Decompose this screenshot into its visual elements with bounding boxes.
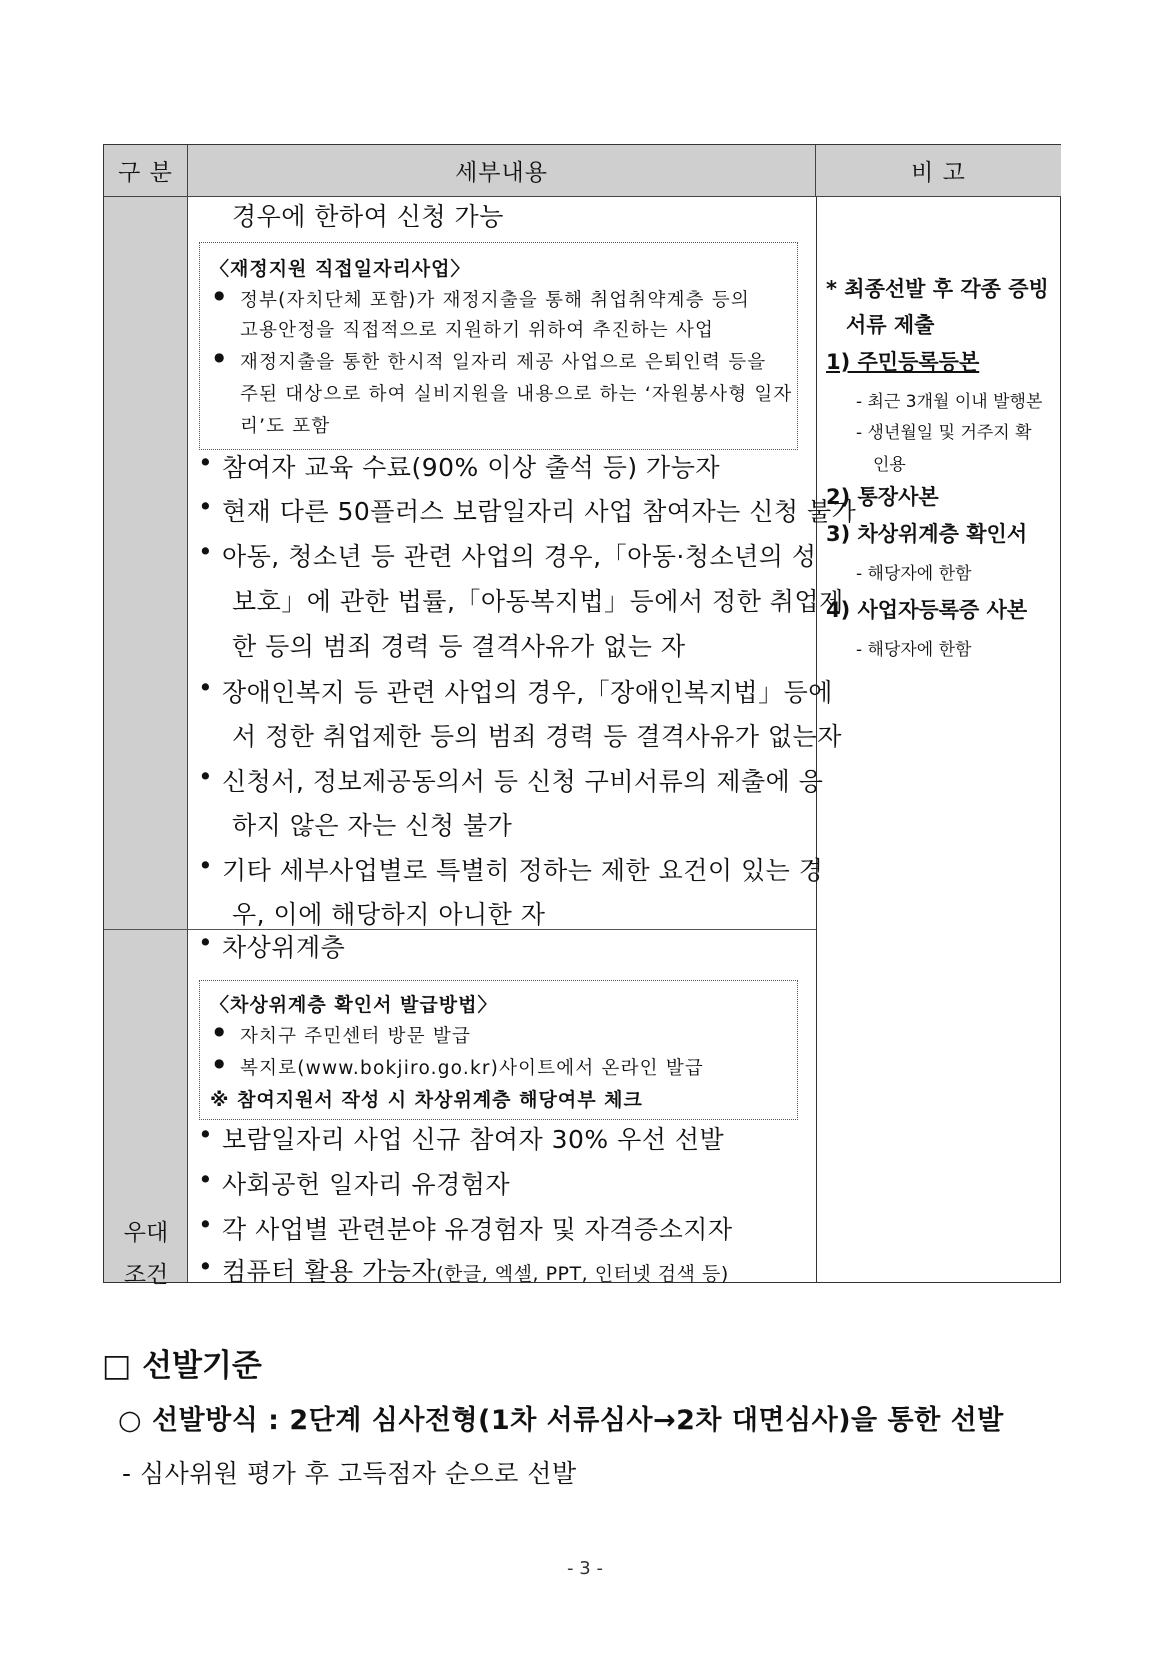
- remarks-sub: - 최근 3개월 이내 발행본: [856, 392, 1043, 412]
- remarks-sub: - 해당자에 한함: [856, 564, 972, 584]
- bullet-item: • 보람일자리 사업 신규 참여자 30% 우선 선발: [222, 1120, 724, 1156]
- bullet-continuation: 서 정한 취업제한 등의 범죄 경력 등 결격사유가 없는자: [232, 722, 842, 751]
- page-number: - 3 -: [567, 1558, 603, 1579]
- bullet-item: • 각 사업별 관련분야 유경험자 및 자격증소지자: [222, 1210, 733, 1246]
- selection-detail: - 심사위원 평가 후 고득점자 순으로 선발: [122, 1459, 577, 1488]
- bullet-continuation: 보호」에 관한 법률,「아동복지법」등에서 정한 취업제: [232, 587, 844, 616]
- box-line: ● 복지로(www.bokjiro.go.kr)사이트에서 온라인 발급: [240, 1054, 704, 1080]
- remarks-sub: - 해당자에 한함: [856, 640, 972, 660]
- remarks-item-resident-registration: 1) 주민등록등본: [826, 350, 980, 374]
- bullet-item: • 참여자 교육 수료(90% 이상 출석 등) 가능자: [222, 448, 720, 484]
- box-note: ※ 참여지원서 작성 시 차상위계층 해당여부 체크: [210, 1089, 643, 1111]
- continuation-text: 경우에 한하여 신청 가능: [232, 202, 504, 231]
- box-title: 〈차상위계층 확인서 발급방법〉: [210, 994, 498, 1016]
- remarks-item-business-registration: 4) 사업자등록증 사본: [826, 598, 1028, 622]
- remarks-intro: 서류 제출: [846, 313, 935, 337]
- box-line: 리’도 포함: [240, 416, 331, 437]
- box-line: 주된 대상으로 하여 실비지원을 내용으로 하는 ‘자원봉사형 일자: [240, 384, 793, 405]
- box-title: 〈재정지원 직접일자리사업〉: [210, 258, 471, 280]
- box-line: ● 재정지출을 통한 한시적 일자리 제공 사업으로 은퇴인력 등을: [240, 348, 766, 374]
- bullet-continuation: 우, 이에 해당하지 아니한 자: [232, 900, 546, 929]
- bullet-item: • 신청서, 정보제공동의서 등 신청 구비서류의 제출에 응: [222, 762, 823, 798]
- bullet-item: • 현재 다른 50플러스 보람일자리 사업 참여자는 신청 불가: [222, 492, 856, 528]
- bullet-continuation: 한 등의 범죄 경력 등 결격사유가 없는 자: [232, 632, 686, 661]
- box-line: 고용안정을 직접적으로 지원하기 위하여 추진하는 사업: [240, 320, 715, 341]
- remarks-item-near-poverty: 3) 차상위계층 확인서: [826, 522, 1028, 546]
- bullet-item: • 장애인복지 등 관련 사업의 경우,「장애인복지법」등에: [222, 673, 833, 709]
- category-column: [104, 197, 188, 1282]
- bullet-item: • 차상위계층: [222, 928, 345, 964]
- header-details: 세부내용: [188, 145, 816, 197]
- remarks-sub: - 생년월일 및 거주지 확: [856, 423, 1032, 443]
- bullet-item: • 아동, 청소년 등 관련 사업의 경우,「아동·청소년의 성: [222, 537, 817, 573]
- remarks-intro: * 최종선발 후 각종 증빙: [826, 277, 1049, 301]
- bullet-item: • 사회공헌 일자리 유경험자: [222, 1165, 510, 1201]
- remarks-item-bankbook: 2) 통장사본: [826, 485, 939, 509]
- section-heading: □ 선발기준: [102, 1348, 262, 1384]
- bullet-item: • 컴퓨터 활용 가능자(한글, 엑셀, PPT, 인터넷 검색 등): [222, 1252, 729, 1288]
- box-line: ● 자치구 주민센터 방문 발급: [240, 1022, 471, 1048]
- remarks-sub: 인용: [873, 455, 906, 475]
- category-preference: 우대 조건: [123, 1220, 169, 1288]
- header-category: 구 분: [104, 145, 188, 197]
- box-line: ● 정부(자치단체 포함)가 재정지출을 통해 취업취약계층 등의: [240, 286, 750, 312]
- selection-method: ○ 선발방식 : 2단계 심사전형(1차 서류심사→2차 대면심사)을 통한 선발: [118, 1405, 1004, 1436]
- checkbox-square-icon: □: [102, 1348, 132, 1384]
- header-remarks: 비 고: [816, 145, 1061, 197]
- bullet-continuation: 하지 않은 자는 신청 불가: [232, 811, 513, 840]
- bullet-item: • 기타 세부사업별로 특별히 정하는 제한 요건이 있는 경: [222, 851, 823, 887]
